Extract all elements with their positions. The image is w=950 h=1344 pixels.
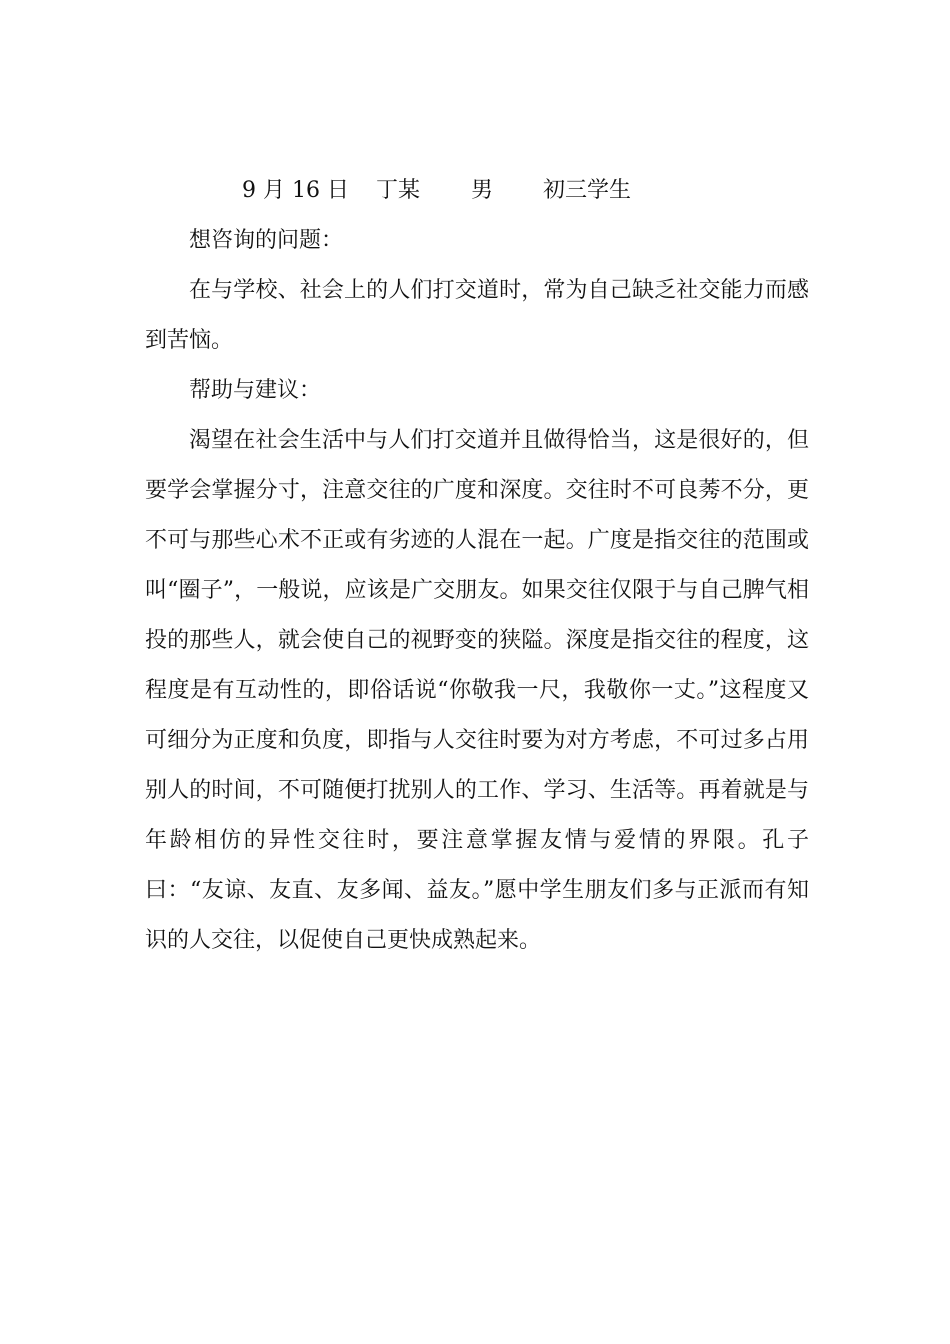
student-grade: 初三学生: [543, 178, 632, 203]
advice-text: 渴望在社会生活中与人们打交道并且做得恰当，这是很好的，但要学会掌握分寸，注意交往的广度和深度。交往时不可良莠不分，更不可与那些心术不正或有劣迹的人混在一起。广度是指交往的范围或叫“圈子”，一般说，应该是广交朋友。如果交往仅限于与自己脾气相投的那些人，就会使自己的视野变的狭隘。深度是指交往的程度，这程度是有互动性的，即俗话说“你敬我一尺，我敬你一丈。”这程度又可细分为正度和负度，即指与人交往时要为对方考虑，不可过多占用别人的时间，不可随便打扰别人的工作、学习、生活等。再着就是与年龄相仿的异性交往时，要注意掌握友情与爱情的界限。孔子曰：“友谅、友直、友多闻、益友。”愿中学生朋友们多与正派而有知识的人交往，以促使自己更快成熟起来。: [145, 428, 809, 953]
student-name: 丁某: [376, 178, 421, 203]
record-header: [145, 166, 809, 216]
advice-heading: 帮助与建议：: [189, 378, 322, 403]
student-gender: 男: [471, 178, 494, 203]
record-date: 9 月 16 日: [242, 178, 349, 203]
question-heading: 想咨询的问题：: [189, 228, 344, 253]
document-body: [145, 166, 809, 966]
question-text: 在与学校、社会上的人们打交道时，常为自己缺乏社交能力而感到苦恼。: [145, 278, 809, 353]
